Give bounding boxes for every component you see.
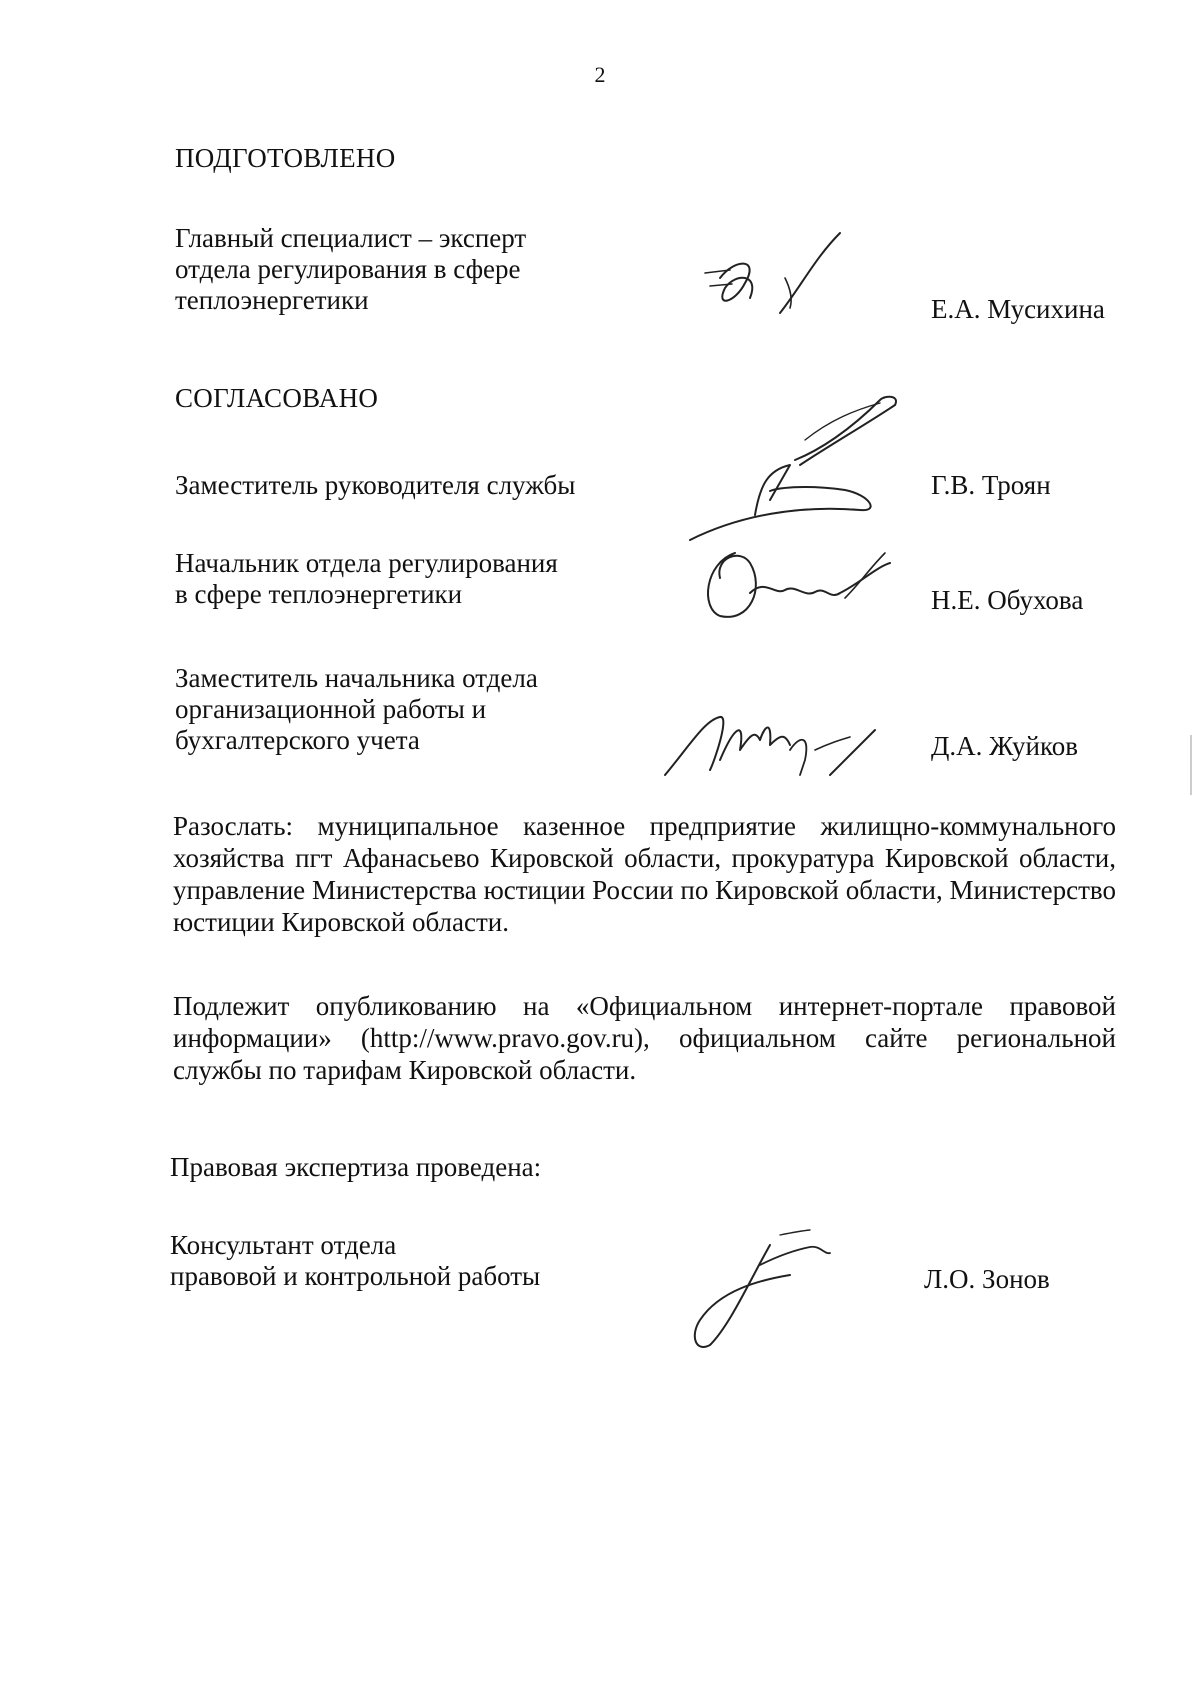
page-number: 2	[594, 62, 606, 87]
signature-obukhova	[695, 548, 895, 623]
scan-edge-mark	[1190, 735, 1192, 795]
distribution-paragraph: Разослать: муниципальное казенное предприятие жилищно-коммунального хозяйства пгт Афанасьево Кировской области, прокуратура Кировской области, управление Министерства юстиции России по Кировской области, Министерство юстиции Кировской области.	[173, 811, 1116, 937]
prepared-heading: ПОДГОТОВЛЕНО	[175, 143, 396, 173]
publication-paragraph: Подлежит опубликованию на «Официальном интернет-портале правовой информации» (http://www.pravo.gov.ru), официальном сайте региональной службы по тарифам Кировской области.	[173, 991, 1116, 1085]
signatory-name: Д.А. Жуйков	[931, 731, 1078, 761]
prepared-position: Главный специалист – эксперт отдела регулирования в сфере теплоэнергетики	[175, 223, 527, 315]
signature-zonov	[680, 1225, 840, 1355]
signature-musikhina	[690, 228, 860, 328]
signatory-position: Начальник отдела регулирования в сфере теплоэнергетики	[175, 548, 558, 609]
legal-review-name: Л.О. Зонов	[924, 1264, 1050, 1294]
signatory-position: Заместитель начальника отдела организационной работы и бухгалтерского учета	[175, 663, 538, 755]
legal-review-heading: Правовая экспертиза проведена:	[170, 1152, 542, 1182]
prepared-name: Е.А. Мусихина	[931, 294, 1105, 324]
agreed-heading: СОГЛАСОВАНО	[175, 383, 379, 413]
legal-review-position: Консультант отдела правовой и контрольной работы	[170, 1230, 541, 1291]
signatory-position: Заместитель руководителя службы	[175, 470, 576, 500]
signature-troyan	[680, 395, 910, 555]
signatory-name: Г.В. Троян	[931, 470, 1051, 500]
signature-zhuikov	[660, 705, 890, 780]
signatory-name: Н.Е. Обухова	[931, 585, 1084, 615]
